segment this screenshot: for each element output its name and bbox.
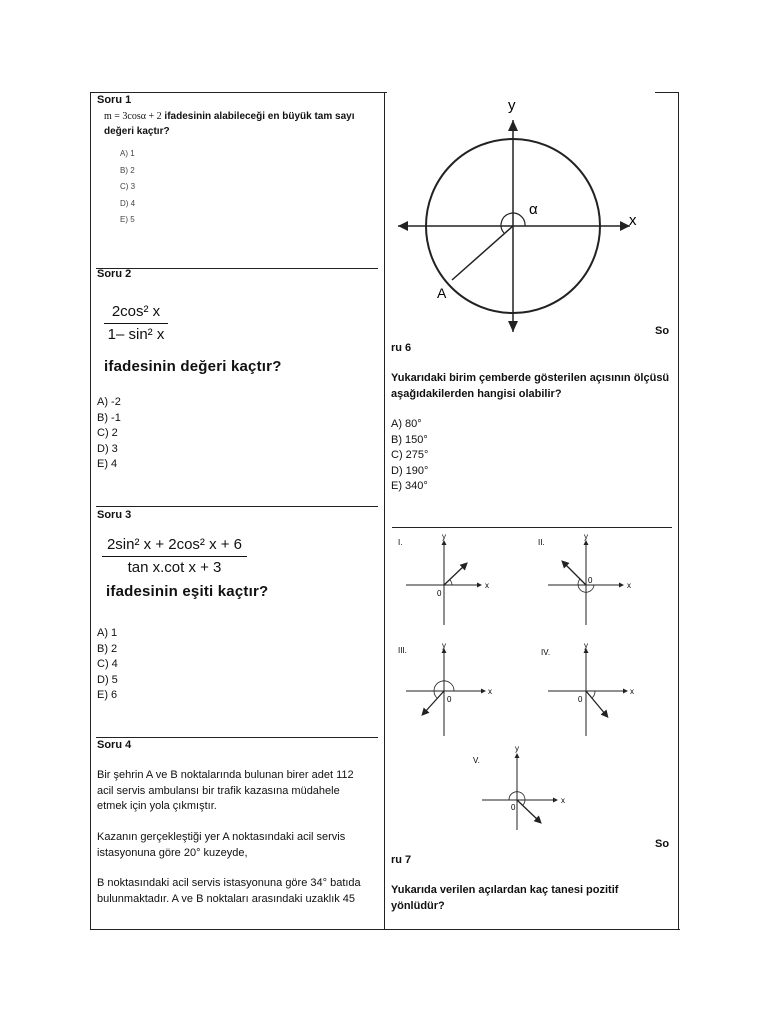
- q2-denominator: 1– sin² x: [107, 326, 165, 343]
- q6-option-e[interactable]: E) 340°: [391, 480, 428, 492]
- q4-paragraph-1: [97, 768, 354, 815]
- q6-option-c[interactable]: C) 275°: [391, 449, 429, 461]
- figure-3-label: III.: [398, 646, 407, 655]
- q3-option-e[interactable]: E) 6: [97, 689, 118, 701]
- q3-option-d[interactable]: D) 5: [97, 673, 118, 686]
- figure-5-label: V.: [473, 756, 480, 765]
- figure-1-axis-arrows: [442, 540, 483, 588]
- q1-question: [104, 109, 355, 125]
- q6-options: [391, 417, 428, 495]
- angle-figures: [392, 530, 672, 830]
- figure-2-label: II.: [538, 538, 545, 547]
- figure-1-y-label: y: [442, 532, 446, 541]
- figure-5-origin: 0: [511, 803, 516, 812]
- y-axis-down-arrow: [508, 321, 518, 332]
- q2-option-e[interactable]: E) 4: [97, 458, 118, 470]
- q2-numerator: 2cos² x: [111, 303, 161, 320]
- figure-4-axis-arrows: [584, 648, 629, 694]
- q3-fraction-bar: [102, 556, 247, 557]
- q1-prompt-line2: değeri kaçtır?: [104, 126, 170, 137]
- figure-4-y-label: y: [584, 641, 588, 650]
- figure-1-origin: 0: [437, 589, 442, 598]
- x-axis-left-arrow: [398, 221, 408, 231]
- q4-p2-line: Kazanın gerçekleştiği yer A noktasındaki acil servis: [97, 831, 346, 843]
- q4-p2-line: istasyonuna göre 20° kuzeyde,: [97, 846, 248, 859]
- figure-1-ray: [444, 565, 465, 585]
- q6-title-part1: So: [655, 325, 670, 337]
- q6-option-a[interactable]: A) 80°: [391, 418, 422, 430]
- figure-3-ray: [424, 691, 444, 713]
- divider-q1-q2: [96, 268, 378, 269]
- q3-options: [97, 626, 118, 704]
- unit-circle-figure: [390, 92, 652, 342]
- q2-fraction-bar: [104, 323, 168, 324]
- q7-title-part2: ru 7: [391, 854, 412, 866]
- q4-title: Soru 4: [97, 739, 132, 751]
- y-axis-up-arrow: [508, 120, 518, 131]
- q4-p1-line: etmek için yola çıkmıştır.: [97, 800, 217, 812]
- figure-4: [541, 641, 634, 736]
- q7-title-part1: So: [655, 838, 670, 850]
- q3-denominator: tan x.cot x + 3: [127, 559, 222, 576]
- divider-q6-q7: [392, 527, 672, 528]
- figure-2-x-label: x: [627, 581, 631, 590]
- q1-options: [120, 146, 135, 229]
- q3-fraction: [102, 535, 247, 578]
- q4-p3-line: bulunmaktadır. A ve B noktaları arasındaki uzaklık 45: [97, 892, 356, 905]
- q7-prompt: [391, 883, 618, 914]
- figure-2: [538, 532, 631, 625]
- q2-option-d[interactable]: D) 3: [97, 442, 118, 455]
- x-axis-label: x: [629, 212, 637, 229]
- figure-3-axis-arrows: [442, 648, 487, 694]
- figure-4-arc: [592, 691, 595, 698]
- q7-prompt-line: yönlüdür?: [391, 899, 445, 912]
- q3-title: Soru 3: [97, 509, 132, 521]
- table-border-right: [678, 92, 679, 929]
- figure-2-origin: 0: [588, 576, 593, 585]
- figure-1: [398, 532, 489, 625]
- q4-p1-line: Bir şehrin A ve B noktalarında bulunan birer adet 112: [97, 769, 354, 781]
- q3-prompt: ifadesinin eşiti kaçtır?: [106, 583, 269, 600]
- q1-option-c[interactable]: C) 3: [120, 182, 136, 191]
- q2-fraction: [104, 302, 168, 345]
- q2-option-b[interactable]: B) -1: [97, 411, 121, 424]
- q3-option-b[interactable]: B) 2: [97, 642, 118, 655]
- figure-3-y-label: y: [442, 641, 446, 650]
- column-divider: [384, 92, 385, 929]
- figure-4-origin: 0: [578, 695, 583, 704]
- q1-expression: m = 3cosα + 2: [104, 111, 162, 122]
- figure-5: [473, 744, 565, 830]
- terminal-side: [452, 226, 513, 280]
- figure-3-x-label: x: [488, 687, 492, 696]
- q2-option-c[interactable]: C) 2: [97, 427, 118, 439]
- figure-5-axis-arrows: [515, 753, 559, 803]
- q6-prompt: [391, 371, 669, 402]
- q3-option-a[interactable]: A) 1: [97, 627, 118, 639]
- divider-q2-q3: [96, 506, 378, 507]
- q4-paragraph-2: [97, 830, 345, 861]
- q7-prompt-line: Yukarıda verilen açılardan kaç tanesi pozitif: [391, 884, 619, 896]
- q4-p1-line: acil servis ambulansı bir trafik kazasına müdahele: [97, 784, 340, 797]
- point-a-label: A: [437, 285, 447, 301]
- q1-prompt-line1: ifadesinin alabileceği en büyük tam sayı: [161, 111, 355, 122]
- q4-p3-line: B noktasındaki acil servis istasyonuna göre 34° batıda: [97, 877, 361, 889]
- y-axis-label: y: [508, 97, 516, 114]
- figure-4-label: IV.: [541, 648, 551, 657]
- q6-prompt-line: aşağıdakilerden hangisi olabilir?: [391, 387, 562, 400]
- q6-option-b[interactable]: B) 150°: [391, 433, 428, 446]
- q1-option-e[interactable]: E) 5: [120, 215, 135, 224]
- figure-4-x-label: x: [630, 687, 634, 696]
- figure-5-y-label: y: [515, 744, 519, 753]
- figure-3: [398, 641, 492, 736]
- q2-option-a[interactable]: A) -2: [97, 396, 121, 408]
- figure-2-ray: [564, 563, 586, 585]
- q1-option-b[interactable]: B) 2: [120, 165, 135, 175]
- figure-3-origin: 0: [447, 695, 452, 704]
- divider-q3-q4: [96, 737, 378, 738]
- q6-title-part2: ru 6: [391, 342, 412, 354]
- q1-title: Soru 1: [97, 94, 132, 106]
- q1-option-a[interactable]: A) 1: [120, 149, 135, 158]
- q6-prompt-line: Yukarıdaki birim çemberde gösterilen açısının ölçüsü: [391, 372, 670, 384]
- q2-options: [97, 395, 121, 473]
- figure-5-x-label: x: [561, 796, 565, 805]
- q3-numerator: 2sin² x + 2cos² x + 6: [106, 536, 243, 553]
- q6-option-d[interactable]: D) 190°: [391, 464, 429, 477]
- figure-5-ray: [517, 800, 539, 821]
- figure-2-y-label: y: [584, 532, 588, 541]
- figure-1-x-label: x: [485, 581, 489, 590]
- alpha-label: α: [529, 201, 538, 218]
- figure-4-ray: [586, 691, 606, 715]
- q2-prompt: ifadesinin değeri kaçtır?: [104, 358, 282, 375]
- figure-1-label: I.: [398, 538, 403, 547]
- q1-option-d[interactable]: D) 4: [120, 198, 136, 208]
- q3-option-c[interactable]: C) 4: [97, 658, 118, 670]
- figure-1-arc: [450, 580, 452, 585]
- q2-title: Soru 2: [97, 268, 132, 280]
- q4-paragraph-3: [97, 876, 361, 907]
